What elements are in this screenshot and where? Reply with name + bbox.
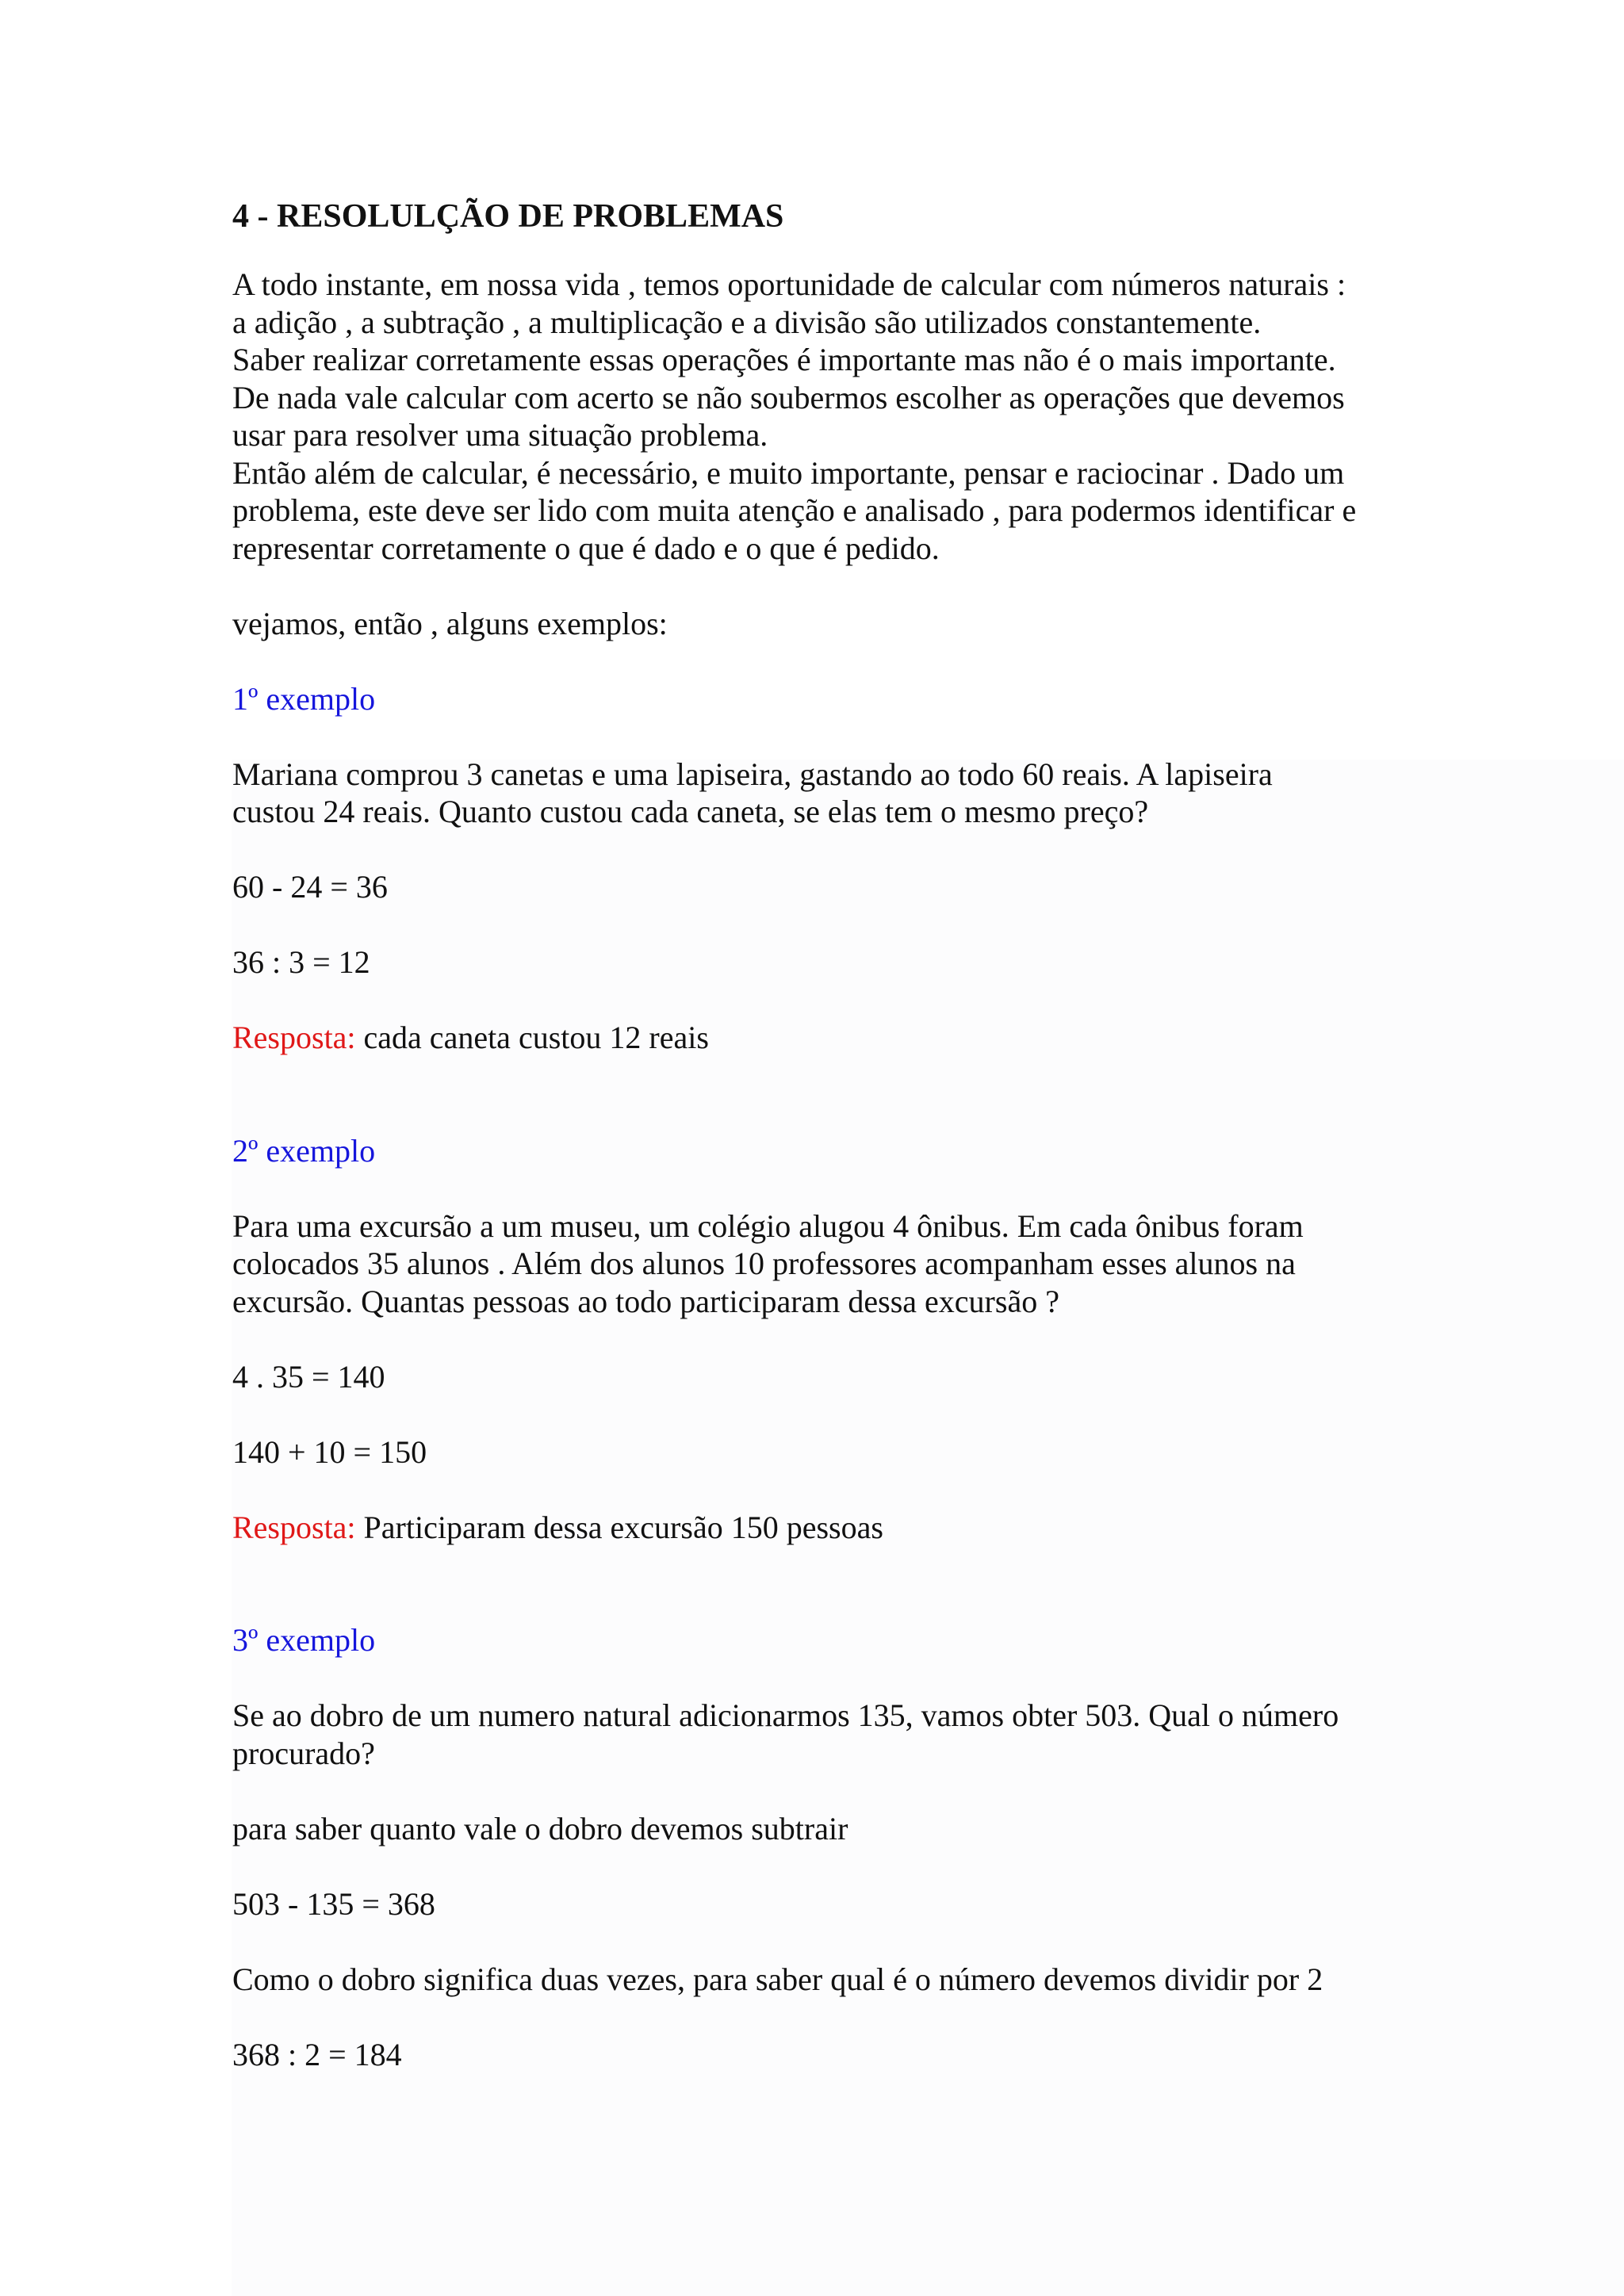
calculation-step: 140 + 10 = 150 xyxy=(232,1433,427,1470)
intro-line: A todo instante, em nossa vida , temos oportunidade de calcular com números naturais : xyxy=(232,266,1346,302)
answer-text: Participaram dessa excursão 150 pessoas xyxy=(355,1509,883,1545)
page-title: 4 - RESOLULÇÃO DE PROBLEMAS xyxy=(232,198,784,235)
calculation-step: 4 . 35 = 140 xyxy=(232,1358,385,1395)
explanation-line: para saber quanto vale o dobro devemos subtrair xyxy=(232,1810,848,1846)
intro-line: representar corretamente o que é dado e o que é pedido. xyxy=(232,530,940,566)
answer-line xyxy=(232,1509,1422,1547)
calculation-step: 60 - 24 = 36 xyxy=(232,869,388,905)
problem-line: colocados 35 alunos . Além dos alunos 10 professores acompanham esses alunos na xyxy=(232,1246,1296,1281)
problem-line: custou 24 reais. Quanto custou cada caneta, se elas tem o mesmo preço? xyxy=(232,794,1149,829)
document-content xyxy=(232,189,1422,2073)
problem-line: Para uma excursão a um museu, um colégio alugou 4 ônibus. Em cada ônibus foram xyxy=(232,1207,1304,1244)
intro-line: a adição , a subtração , a multiplicação e a divisão são utilizados constantemente. xyxy=(232,304,1262,340)
calculation-step: 36 : 3 = 12 xyxy=(232,944,370,980)
intro-line: Saber realizar corretamente essas operações é importante mas não é o mais importante. xyxy=(232,342,1336,377)
answer-text: cada caneta custou 12 reais xyxy=(355,1020,709,1055)
examples-lead: vejamos, então , alguns exemplos: xyxy=(232,605,668,641)
problem-line: procurado? xyxy=(232,1735,375,1771)
example-heading: 2º exemplo xyxy=(232,1132,376,1169)
intro-line: De nada vale calcular com acerto se não soubermos escolher as operações que devemos xyxy=(232,379,1345,415)
intro-line: usar para resolver uma situação problema. xyxy=(232,417,768,453)
explanation-line: Como o dobro significa duas vezes, para saber qual é o número devemos dividir por 2 xyxy=(232,1961,1323,1997)
intro-line: problema, este deve ser lido com muita atenção e analisado , para podermos identificar e xyxy=(232,492,1357,528)
example-heading: 3º exemplo xyxy=(232,1622,376,1658)
problem-line: Se ao dobro de um numero natural adicionarmos 135, vamos obter 503. Qual o número xyxy=(232,1697,1339,1733)
problem-line: Mariana comprou 3 canetas e uma lapiseira, gastando ao todo 60 reais. A lapiseira xyxy=(232,756,1273,792)
example-problem xyxy=(232,1207,1422,1321)
intro-paragraph xyxy=(232,266,1422,567)
example-problem xyxy=(232,756,1422,831)
answer-label: Resposta: xyxy=(232,1020,356,1055)
intro-line: Então além de calcular, é necessário, e muito importante, pensar e raciocinar . Dado um xyxy=(232,454,1345,491)
answer-line xyxy=(232,1019,1422,1057)
calculation-step: 368 : 2 = 184 xyxy=(232,2036,402,2072)
example-problem xyxy=(232,1697,1422,1772)
answer-label: Resposta: xyxy=(232,1509,356,1545)
example-heading: 1º exemplo xyxy=(232,680,376,717)
calculation-step: 503 - 135 = 368 xyxy=(232,1885,435,1922)
problem-line: excursão. Quantas pessoas ao todo participaram dessa excursão ? xyxy=(232,1283,1059,1319)
